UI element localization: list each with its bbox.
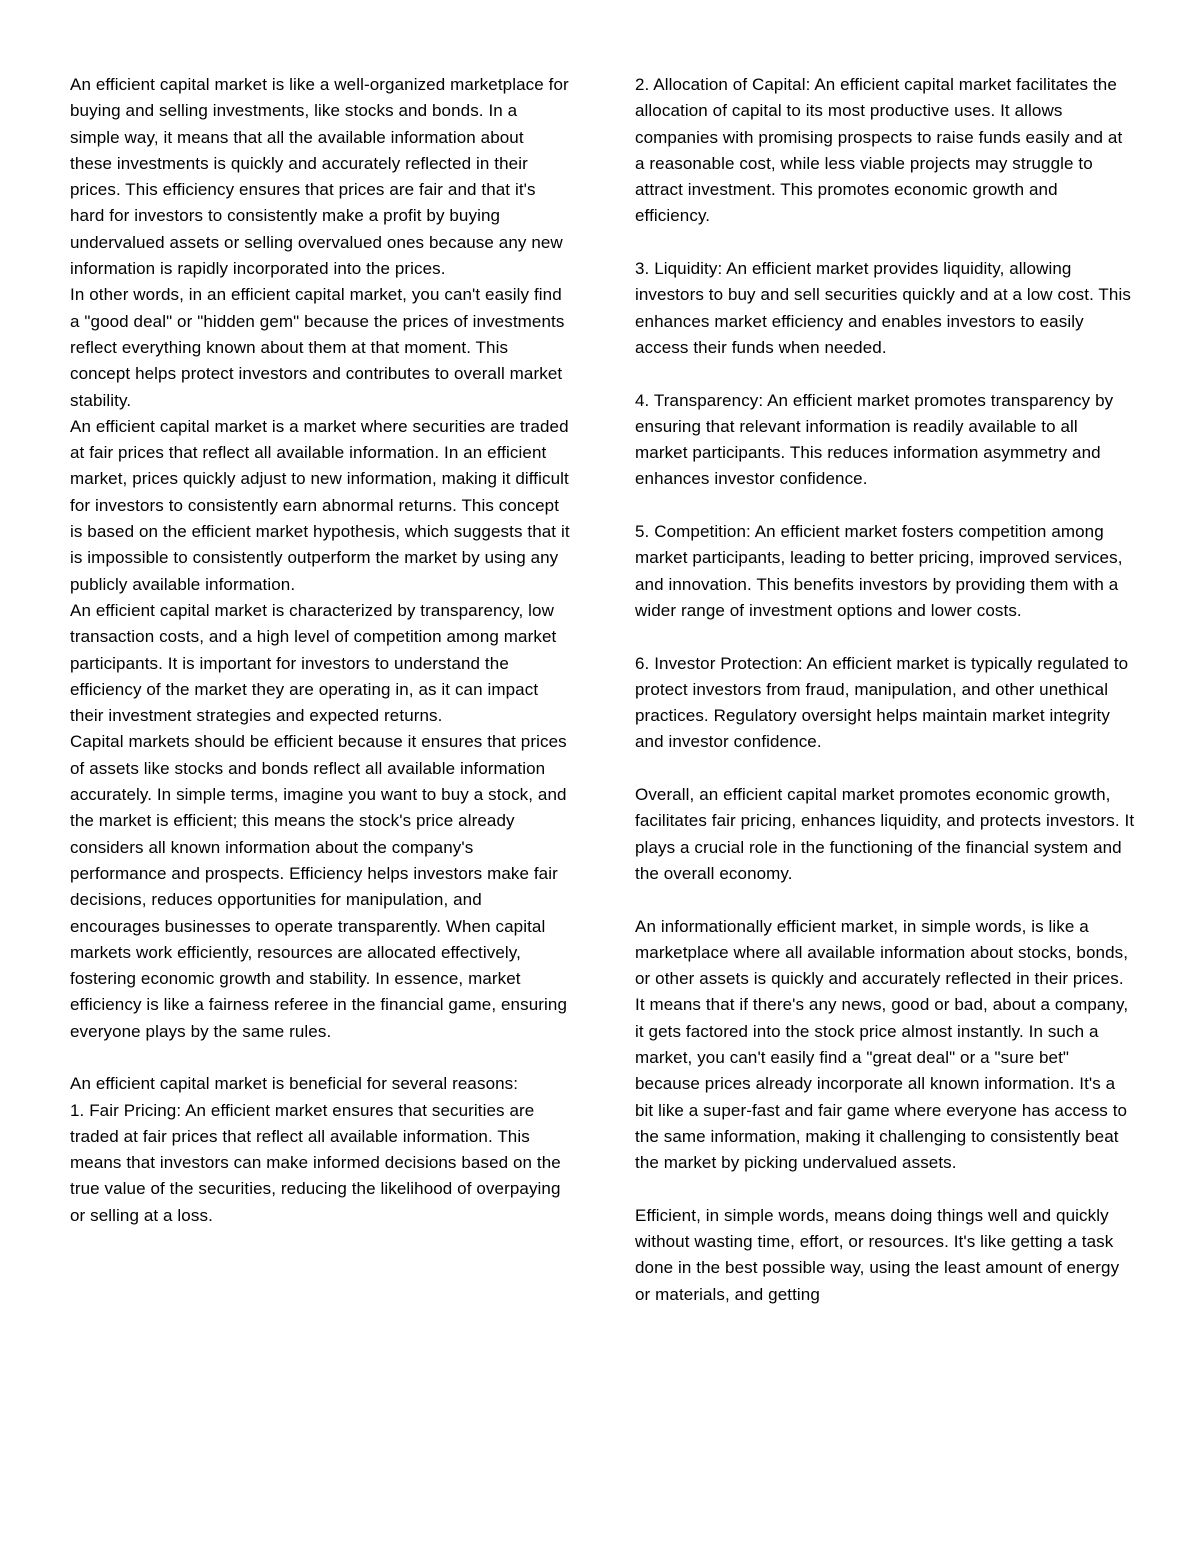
paragraph: An efficient capital market is like a well-organized marketplace for buying and selling investments, like stocks and bonds. In a simple way, it means that all the available information about these investments is quickly and accurately reflected in their prices. This efficiency ensures that prices are fair and that it's hard for investors to consistently make a profit by buying undervalued assets or selling overvalued ones because any new information is rapidly incorporated into the prices. (70, 75, 569, 279)
paragraph: Efficient, in simple words, means doing things well and quickly without wasting time, effort, or resources. It's like getting a task done in the best possible way, using the least amount of energy or materials, and getting (635, 1205, 1120, 1304)
paragraph-spacer (635, 493, 1135, 519)
list-item: 1. Fair Pricing: An efficient market ensures that securities are traded at fair prices that reflect all available information. This means that investors can make informed decisions based on the true value of the securities, reducing the likelihood of overpaying or selling at a loss. (70, 1100, 561, 1225)
paragraph: An efficient capital market is a market where securities are traded at fair prices that reflect all available information. In an efficient market, prices quickly adjust to new information, making it difficult for investors to consistently earn abnormal returns. This concept is based on the efficient market hypothesis, which suggests that it is impossible to consistently outperform the market by using any publicly available information. (70, 416, 570, 594)
list-item: 2. Allocation of Capital: An efficient capital market facilitates the allocation of capital to its most productive uses. It allows companies with promising prospects to raise funds easily and at a reasonable cost, while less viable projects may struggle to attract investment. This promotes economic growth and efficiency. (635, 75, 1123, 226)
paragraph-spacer (635, 887, 1135, 913)
right-column (635, 72, 1135, 1308)
paragraph: Capital markets should be efficient because it ensures that prices of assets like stocks and bonds reflect all available information accurately. In simple terms, imagine you want to buy a stock, and the market is efficient; this means the stock's price already considers all known information about the company's performance and prospects. Efficiency helps investors make fair decisions, reduces opportunities for manipulation, and encourages businesses to operate transparently. When capital markets work efficiently, resources are allocated effectively, fostering economic growth and stability. In essence, market efficiency is like a fairness referee in the financial game, ensuring everyone plays by the same rules. (70, 732, 568, 1041)
left-column (70, 72, 570, 1229)
paragraph-spacer (635, 230, 1135, 256)
list-item: 6. Investor Protection: An efficient market is typically regulated to protect investors from fraud, manipulation, and other unethical practices. Regulatory oversight helps maintain market integrity and investor confidence. (635, 653, 1129, 752)
paragraph: An efficient capital market is characterized by transparency, low transaction costs, and a high level of competition among market participants. It is important for investors to understand the efficiency of the market they are operating in, as it can impact their investment strategies and expected returns. (70, 600, 557, 726)
list-item: 5. Competition: An efficient market fosters competition among market participants, leading to better pricing, improved services, and innovation. This benefits investors by providing them with a wider range of investment options and lower costs. (635, 522, 1123, 620)
paragraph-spacer (635, 361, 1135, 387)
paragraph: Overall, an efficient capital market promotes economic growth, facilitates fair pricing, enhances liquidity, and protects investors. It plays a crucial role in the functioning of the financial system and the overall economy. (635, 785, 1135, 883)
list-item: 3. Liquidity: An efficient market provides liquidity, allowing investors to buy and sell securities quickly and at a low cost. This enhances market efficiency and enables investors to easily access their funds when needed. (635, 259, 1131, 357)
paragraph: An efficient capital market is beneficial for several reasons: (70, 1074, 519, 1094)
paragraph-spacer (635, 756, 1135, 782)
paragraph: An informationally efficient market, in simple words, is like a marketplace where all available information about stocks, bonds, or other assets is quickly and accurately reflected in their prices. It means that if there's any news, good or bad, about a company, it gets factored into the stock price almost instantly. In such a market, you can't easily find a "great deal" or a "sure bet" because prices already incorporate all known information. It's a bit like a super-fast and fair game where everyone has access to the same information, making it challenging to consistently beat the market by picking undervalued assets. (635, 916, 1129, 1173)
paragraph-spacer (635, 624, 1135, 650)
list-item: 4. Transparency: An efficient market promotes transparency by ensuring that relevant information is readily available to all market participants. This reduces information asymmetry and enhances investor confidence. (635, 390, 1114, 489)
paragraph: In other words, in an efficient capital market, you can't easily find a "good deal" or "hidden gem" because the prices of investments reflect everything known about them at that moment. This concept helps protect investors and contributes to overall market stability. (70, 285, 565, 410)
paragraph-spacer (70, 1045, 570, 1071)
paragraph-spacer (635, 1176, 1135, 1202)
